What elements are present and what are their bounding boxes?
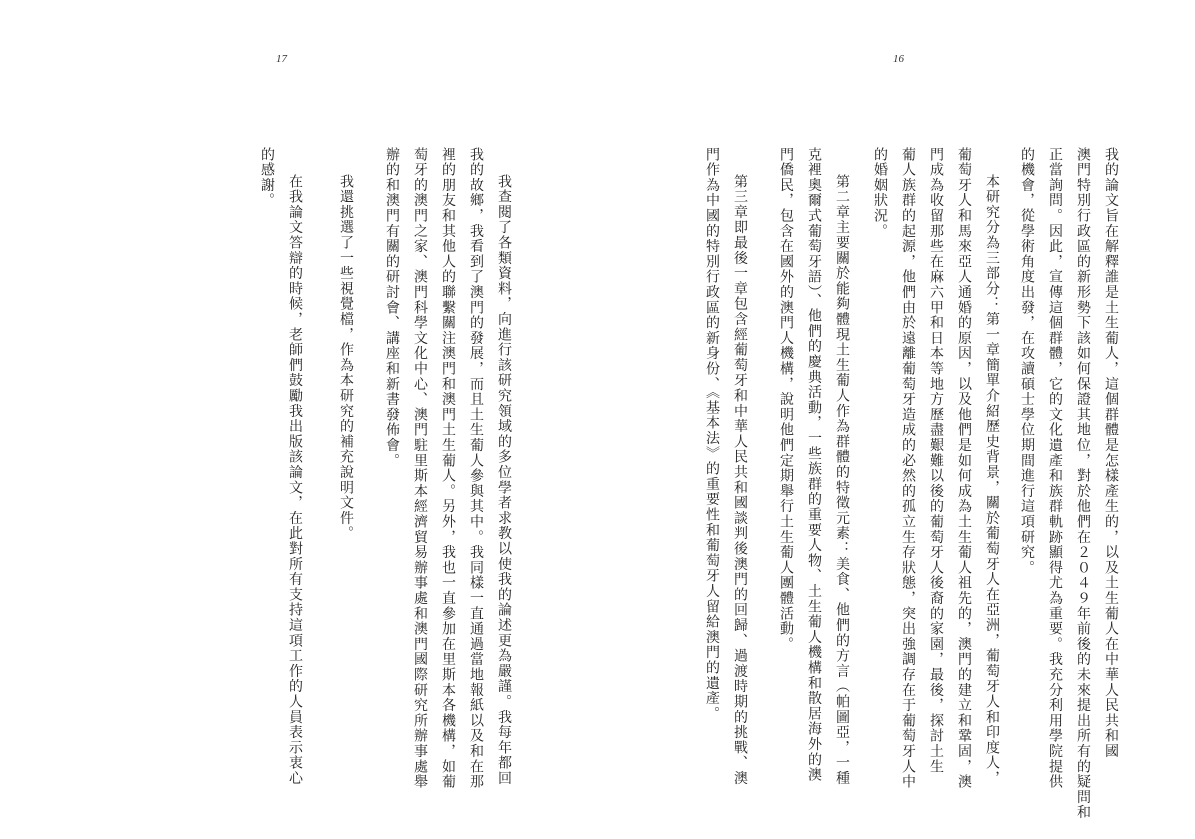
- text-column: 的機會，從學術角度出發，在攻讀碩士學位期間進行這項研究。: [1019, 147, 1035, 576]
- text-column: 裡的朋友和其他人的聯繫關注澳門和澳門土生葡人。另外，我也一直參加在里斯本各機構，如葡: [440, 147, 456, 790]
- text-column: 本研究分為三部分：第一章簡單介紹歷史背景，關於葡萄牙人在亞洲，葡萄牙人和印度人，: [984, 174, 1000, 786]
- text-column: 門成為收留那些在麻六甲和日本等地方歷盡艱難以後的葡萄牙人後裔的家園，最後，探討土生: [928, 147, 944, 775]
- text-column: 第三章即最後一章包含經葡萄牙和中華人民共和國談判後澳門的回歸、過渡時期的挑戰、澳: [732, 174, 748, 786]
- text-column: 我還挑選了一些視覺檔，作為本研究的補充說明文件。: [338, 174, 354, 542]
- page-number-left: 17: [276, 53, 287, 65]
- text-column: 的婚姻狀況。: [872, 147, 888, 239]
- text-column: 澳門特別行政區的新形勢下該如何保證其地位，對於他們在２０４９年前後的未來提出所有的疑問和: [1075, 147, 1091, 821]
- text-column: 葡萄牙人和馬來亞人通婚的原因，以及他們是如何成為土生葡人祖先的，澳門的建立和鞏固，澳: [956, 147, 972, 790]
- text-column: 的感謝。: [259, 147, 275, 209]
- text-column: 在我論文答辯的時候，老師們鼓勵我出版該論文，在此對所有支持這項工作的人員表示衷心: [287, 174, 303, 786]
- page-number-right: 16: [893, 53, 904, 65]
- text-column: 門僑民，包含在國外的澳門人機構，說明他們定期舉行土生葡人團體活動。: [778, 147, 794, 652]
- text-column: 第二章主要關於能夠體現土生葡人作為群體的特徵元素：美食、他們的方言（帕圖亞，一種: [834, 174, 850, 786]
- text-column: 我查閱了各類資料，向進行該研究領域的多位學者求教以使我的論述更為嚴謹。我每年都回: [496, 174, 512, 786]
- text-column: 正當詢問。因此，宣傳這個群體，它的文化遺產和族群軌跡顯得尤為重要。我充分利用學院提供: [1047, 147, 1063, 790]
- text-column: 萄牙的澳門之家、澳門科學文化中心、澳門駐里斯本經濟貿易辦事處和澳門國際研究所辦事處舉: [412, 147, 428, 790]
- text-column: 我的故鄉，我看到了澳門的發展，而且土生葡人參與其中。我同樣一直通過當地報紙以及和在那: [468, 147, 484, 790]
- text-column: 葡人族群的起源，他們由於遠離葡萄牙造成的必然的孤立生存狀態，突出強調存在于葡萄牙人中: [900, 147, 916, 790]
- text-column: 辦的和澳門有關的研討會、講座和新書發佈會。: [384, 147, 400, 469]
- text-column: 我的論文旨在解釋誰是土生葡人，這個群體是怎樣產生的，以及土生葡人在中華人民共和國: [1103, 147, 1119, 759]
- text-column: 克裡奧爾式葡萄牙語）、他們的慶典活動，一些族群的重要人物、土生葡人機構和散居海外的澳: [806, 147, 822, 783]
- text-column: 門作為中國的特別行政區的新身份、《基本法》的重要性和葡萄牙人留給澳門的遺產。: [704, 147, 720, 722]
